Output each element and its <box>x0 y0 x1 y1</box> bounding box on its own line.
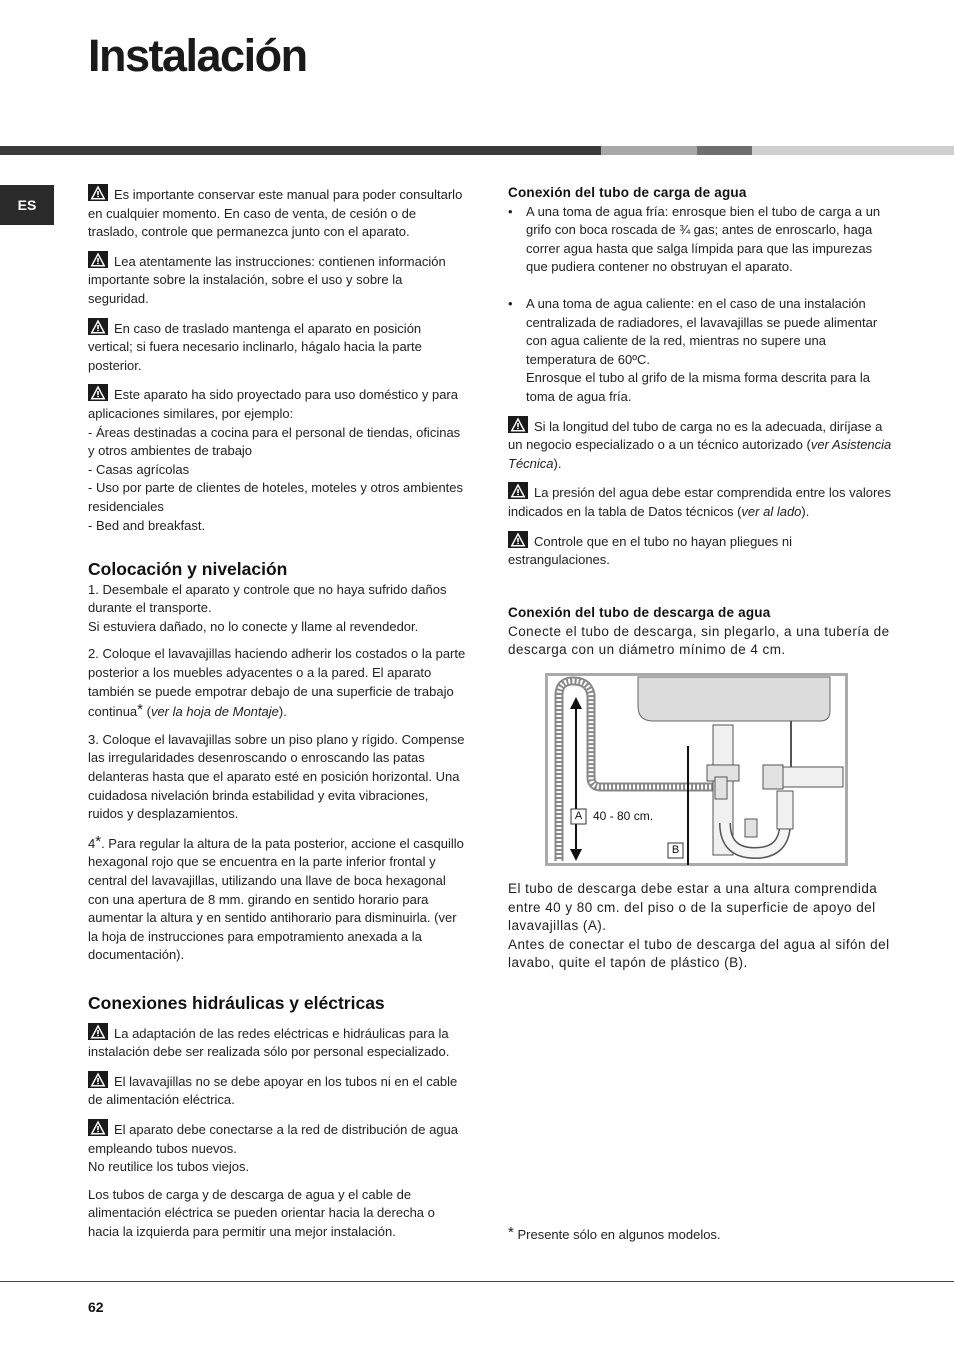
paragraph: 3. Coloque el lavavajillas sobre un piso plano y rígido. Compense las irregularidades desenroscando o enroscando las patas delanteras hasta que el aparato esté en posición horizontal. Una cuidadosa nivelación brinda estabilidad y evita vibraciones, ruidos y desplazamientos. <box>88 731 465 822</box>
footnote-text: Presente sólo en algunos modelos. <box>517 1227 721 1242</box>
paren: ). <box>278 704 287 720</box>
paragraph: Los tubos de carga y de descarga de agua y el cable de alimentación eléctrica se pueden orientar hacia la derecha o hacia la izquierda para permitir una mejor instalación. <box>88 1186 435 1239</box>
note <box>88 1119 466 1177</box>
note <box>88 1023 466 1062</box>
paragraph: Conecte el tubo de descarga, sin plegarlo, a una tubería de descarga con un diámetro mínimo de 4 cm. <box>508 623 890 658</box>
subsection-heading: Conexión del tubo de descarga de agua <box>508 605 771 620</box>
note <box>508 531 892 570</box>
warning-triangle-icon <box>508 531 528 548</box>
right-column <box>508 184 892 579</box>
section-heading: Colocación y nivelación <box>88 559 288 580</box>
page-number: 62 <box>88 1299 104 1315</box>
descarga-section <box>508 604 892 660</box>
height-range-label: 40 - 80 cm. <box>593 809 654 823</box>
list-item <box>508 295 892 407</box>
paren: ( <box>143 704 151 720</box>
warning-triangle-icon <box>508 416 528 433</box>
note-text: El lavavajillas no se debe apoyar en los tubos ni en el cable de alimentación eléctrica. <box>88 1073 458 1108</box>
note-text: El aparato debe conectarse a la red de distribución de agua empleando tubos nuevos. No reutilice los tubos viejos. <box>88 1121 459 1175</box>
paragraph: 1. Desembale el aparato y controle que no haya sufrido daños durante el transporte. Si estuviera dañado, no lo conecte y llame al revendedor. <box>88 581 447 634</box>
asterisk: * <box>95 832 102 850</box>
header-bar-segment <box>752 146 954 155</box>
warning-triangle-icon <box>88 384 108 401</box>
asterisk: * <box>508 1224 514 1241</box>
list-item-text: A una toma de agua fría: enrosque bien el tubo de carga a un grifo con boca roscada de ¾ gas; antes de enroscarlo, haga correr agua hasta que salga límpida para que las impurezas que pudiera contener no obstruyan el aparato. <box>526 203 881 275</box>
drain-hose-diagram <box>545 673 848 866</box>
warning-triangle-icon <box>508 482 528 499</box>
warning-triangle-icon <box>88 184 108 201</box>
note <box>88 1071 466 1110</box>
footnote <box>508 1224 721 1242</box>
subsection-heading: Conexión del tubo de carga de agua <box>508 185 747 200</box>
note <box>88 384 466 535</box>
reference: ver al lado <box>741 503 802 519</box>
note-text: La adaptación de las redes eléctricas e hidráulicas para la instalación debe ser realizada sólo por personal especializado. <box>88 1025 450 1060</box>
note-text: La presión del agua debe estar comprendida entre los valores indicados en la tabla de Datos técnicos ( <box>508 485 892 519</box>
reference: ver la hoja de Montaje <box>150 704 279 720</box>
header-bar-segment <box>0 146 601 155</box>
note-text: En caso de traslado mantenga el aparato en posición vertical; si fuera necesario inclinarlo, hágalo hacia la parte posterior. <box>88 320 422 373</box>
note <box>508 482 892 521</box>
header-bar-segment <box>697 146 752 155</box>
warning-triangle-icon <box>88 318 108 335</box>
list-item <box>508 203 892 277</box>
bullet: • <box>508 295 513 311</box>
note-text: Lea atentamente las instrucciones: contienen información importante sobre la instalación, sobre el uso y sobre la seguridad. <box>88 253 446 306</box>
note <box>88 318 466 376</box>
header-bar-segment <box>601 146 697 155</box>
note-text: Si la longitud del tubo de carga no es la adecuada, diríjase a un negocio especializado o a un técnico autorizado ( <box>508 418 883 453</box>
step-number: 4 <box>88 835 96 851</box>
left-column <box>88 184 466 1251</box>
label-a: A <box>574 810 583 822</box>
drain-diagram-svg <box>545 673 848 866</box>
warning-triangle-icon <box>88 1071 108 1088</box>
paragraph <box>88 833 466 965</box>
note <box>88 184 466 242</box>
note-text: Este aparato ha sido proyectado para uso doméstico y para aplicaciones similares, por ejemplo: - Áreas destinadas a cocina para el personal de tiendas, oficinas y otros ambientes de trabajo - Casas agrícolas - Uso por parte de clientes de hoteles, moteles y otros ambientes residenciales - Bed and breakfast. <box>88 387 464 533</box>
paren: ). <box>801 503 810 519</box>
paragraph-text: 2. Coloque el lavavajillas haciendo adherir los costados o la parte posterior a los muebles adyacentes o a la pared. El aparato también se puede empotrar debajo de una superficie de trabajo continua <box>88 646 466 720</box>
reference: ver Asistencia Técnica <box>508 437 892 471</box>
paragraph <box>88 645 466 721</box>
paren: ). <box>553 455 562 471</box>
descarga-paragraph: El tubo de descarga debe estar a una altura comprendida entre 40 y 80 cm. del piso o de la superficie de apoyo del lavavajillas (A). Antes de conectar el tubo de descarga del agua al sifón del lavabo, quite el tapón de plástico (B). <box>508 881 890 971</box>
warning-triangle-icon <box>88 1119 108 1136</box>
note <box>88 251 466 309</box>
warning-triangle-icon <box>88 251 108 268</box>
note-text: Es importante conservar este manual para poder consultarlo en cualquier momento. En caso de venta, de cesión o de traslado, controle que permanezca junto con el aparato. <box>88 187 463 240</box>
label-b: B <box>671 844 680 856</box>
warning-triangle-icon <box>88 1023 108 1040</box>
note-text: Controle que en el tubo no hayan pliegues ni estrangulaciones. <box>508 533 793 568</box>
note <box>508 416 892 474</box>
footer-divider <box>0 1281 954 1282</box>
section-heading: Conexiones hidráulicas y eléctricas <box>88 992 385 1013</box>
bullet: • <box>508 203 513 219</box>
list-item-text: A una toma de agua caliente: en el caso de una instalación centralizada de radiadores, el lavavajillas se puede alimentar con agua caliente de la red, mientras no supere una temperatura de 60ºC. Enrosque el tubo al grifo de la misma forma descrita para la toma de agua fría. <box>526 295 878 404</box>
asterisk: * <box>137 701 143 719</box>
paragraph-text: . Para regular la altura de la pata posterior, accione el casquillo hexagonal rojo que se encuentra en la parte inferior frontal y central del lavavajillas, utilizando una llave de boca hexagonal con una apertura de 8 mm. girando en sentido horario para aumentar la altura y en sentido antihorario para disminuirla. (ver la hoja de instrucciones para empotramiento anexada a la documentación). <box>88 835 464 963</box>
language-tab: ES <box>0 185 54 225</box>
page-title: Instalación <box>88 30 307 81</box>
